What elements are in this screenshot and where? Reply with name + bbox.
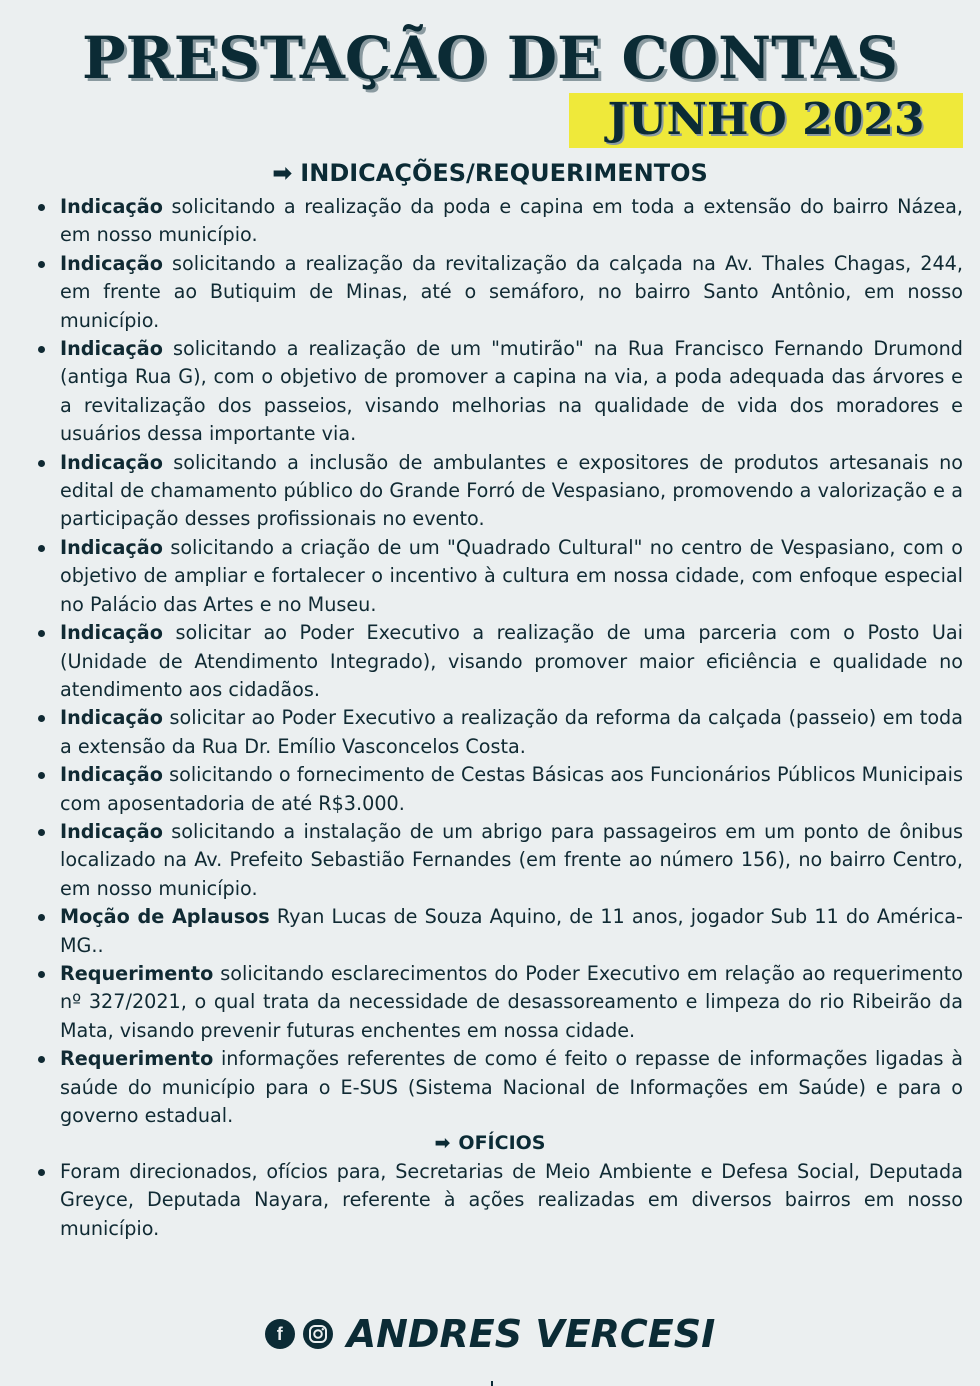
list-item <box>60 534 963 619</box>
list-item <box>60 1158 963 1243</box>
item-lead: Indicação <box>60 337 163 361</box>
list-item <box>60 704 963 761</box>
arrow-right-icon: ➡ <box>434 1132 451 1154</box>
list-item <box>60 335 963 449</box>
list-item <box>60 619 963 704</box>
list-item <box>60 193 963 250</box>
item-text: solicitando o fornecimento de Cestas Básicas aos Funcionários Públicos Municipais com aposentadoria de até R$3.000. <box>60 763 963 815</box>
oficios-list <box>60 1158 963 1243</box>
item-text: solicitando a criação de um "Quadrado Cultural" no centro de Vespasiano, com o objetivo de ampliar e fortalecer o incentivo à cultura em nossa cidade, com enfoque especial no Palácio das Artes e no Museu. <box>60 535 963 616</box>
instagram-icon[interactable] <box>303 1319 333 1349</box>
arrow-right-icon: ➡ <box>272 159 293 187</box>
item-text: solicitando a realização de um "mutirão" na Rua Francisco Fernando Drumond (antiga Rua G), com o objetivo de promover a capina na via, a poda adequada das árvores e a revitalização dos passeios, visando melhorias na qualidade de vida dos moradores e usuários dessa importante via. <box>60 337 963 446</box>
item-text: Ryan Lucas de Souza Aquino, de 11 anos, jogador Sub 11 do América-MG.. <box>60 905 963 957</box>
list-item <box>60 903 963 960</box>
item-lead: Indicação <box>60 535 163 559</box>
item-lead: Requerimento <box>60 961 214 985</box>
item-lead: Indicação <box>60 819 163 843</box>
item-text: solicitando esclarecimentos do Poder Executivo em relação ao requerimento nº 327/2021, o qual trata da necessidade de desassoreamento e limpeza do rio Ribeirão da Mata, visando prevenir futuras enchentes em nossa cidade. <box>60 961 963 1042</box>
author-name: ANDRES VERCESI <box>346 1312 716 1356</box>
item-text: solicitando a instalação de um abrigo para passageiros em um ponto de ônibus localizado na Av. Prefeito Sebastião Fernandes (em frente ao número 156), no bairro Centro, em nosso município. <box>60 819 963 900</box>
item-text: Foram direcionados, ofícios para, Secretarias de Meio Ambiente e Defesa Social, Deputada Greyce, Deputada Nayara, referente à ações realizadas em diversos bairros em nosso município. <box>60 1160 963 1240</box>
item-lead: Indicação <box>60 450 163 474</box>
list-item <box>60 818 963 903</box>
page-title: PRESTAÇÃO DE CONTAS <box>81 24 899 92</box>
list-item <box>60 761 963 818</box>
bottom-mark <box>491 1381 493 1386</box>
item-text: informações referentes de como é feito o repasse de informações ligadas à saúde do município para o E-SUS (Sistema Nacional de Informações em Saúde) e para o governo estadual. <box>60 1047 963 1127</box>
indicacoes-list <box>60 193 963 1130</box>
item-lead: Indicação <box>60 763 163 787</box>
section-heading-label: OFÍCIOS <box>458 1132 546 1154</box>
month-label: JUNHO 2023 <box>607 94 925 145</box>
item-lead: Indicação <box>60 706 163 730</box>
item-text: solicitando a realização da revitalização da calçada na Av. Thales Chagas, 244, em frente ao Butiquim de Minas, até o semáforo, no bairro Santo Antônio, em nosso município. <box>60 251 963 332</box>
item-lead: Moção de Aplausos <box>60 905 270 929</box>
footer-signature <box>0 1310 980 1358</box>
list-item <box>60 449 963 534</box>
section-heading-oficios <box>0 1128 980 1158</box>
item-text: solicitar ao Poder Executivo a realização da reforma da calçada (passeio) em toda a extensão da Rua Dr. Emílio Vasconcelos Costa. <box>60 706 963 758</box>
item-lead: Requerimento <box>60 1047 214 1071</box>
item-lead: Indicação <box>60 251 163 275</box>
item-lead: Indicação <box>60 621 163 645</box>
item-text: solicitando a realização da poda e capina em toda a extensão do bairro Názea, em nosso município. <box>60 195 963 247</box>
list-item <box>60 250 963 335</box>
item-text: solicitando a inclusão de ambulantes e expositores de produtos artesanais no edital de chamamento público do Grande Forró de Vespasiano, promovendo a valorização e a participação desses profissionais no evento. <box>60 450 963 531</box>
item-text: solicitar ao Poder Executivo a realização de uma parceria com o Posto Uai (Unidade de Atendimento Integrado), visando promover maior eficiência e qualidade no atendimento aos cidadãos. <box>60 621 963 701</box>
section-heading-label: INDICAÇÕES/REQUERIMENTOS <box>300 159 708 187</box>
list-item <box>60 1045 963 1130</box>
item-lead: Indicação <box>60 195 163 218</box>
facebook-icon[interactable]: f <box>265 1319 295 1349</box>
list-item <box>60 960 963 1045</box>
section-heading-indicacoes <box>0 155 980 191</box>
